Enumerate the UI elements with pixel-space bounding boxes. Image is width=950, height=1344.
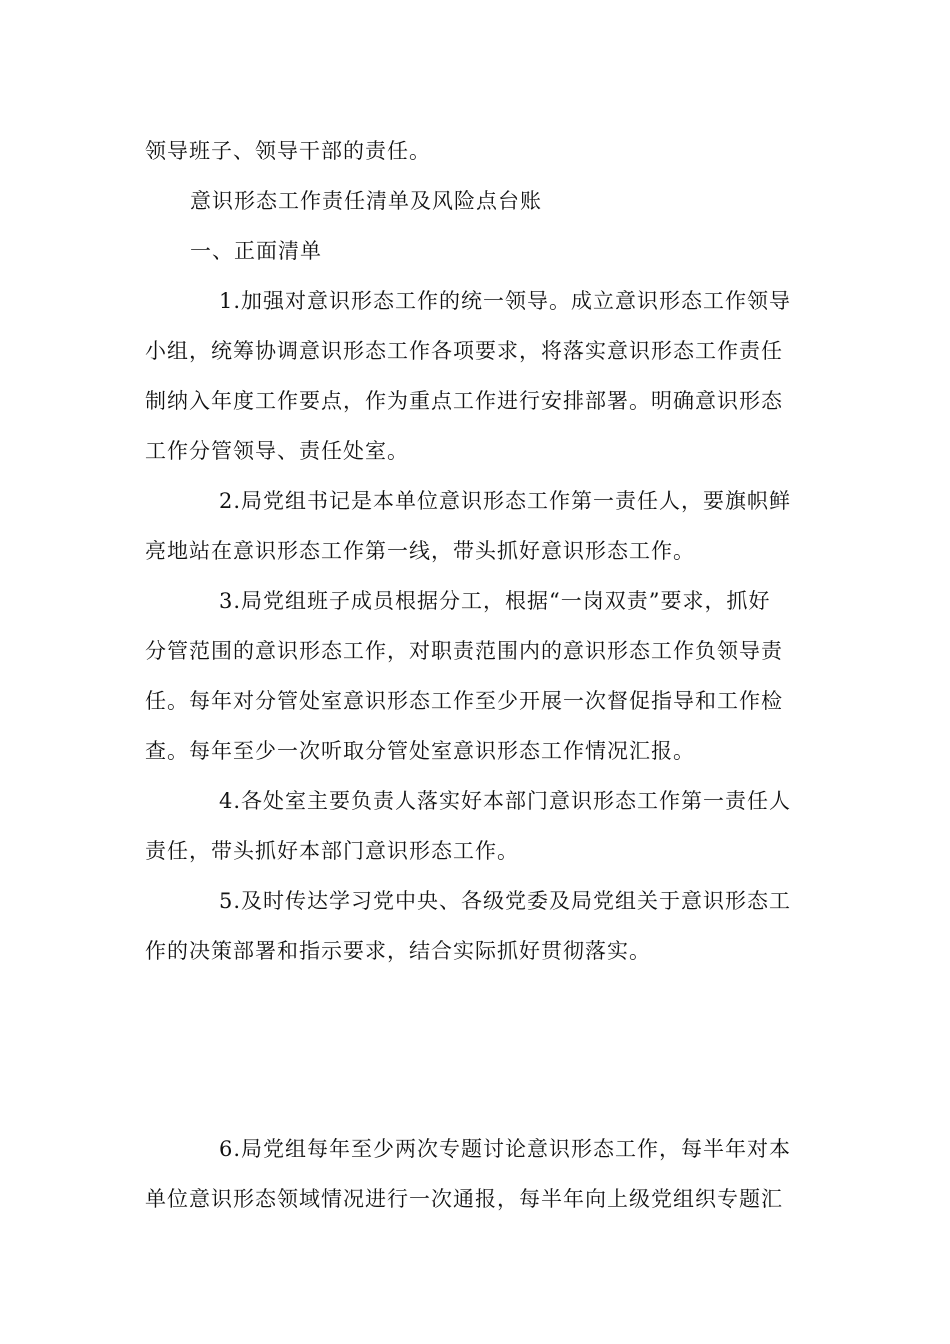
item-3-line-3: 任。每年对分管处室意识形态工作至少开展一次督促指导和工作检 xyxy=(145,689,783,713)
item-1-line-4: 工作分管领导、责任处室。 xyxy=(145,439,409,463)
item-4-line-1: 4.各处室主要负责人落实好本部门意识形态工作第一责任人 xyxy=(219,789,792,813)
item-1-line-3: 制纳入年度工作要点，作为重点工作进行安排部署。明确意识形态 xyxy=(145,389,783,413)
item-4-line-2: 责任，带头抓好本部门意识形态工作。 xyxy=(145,839,519,863)
item-1-line-2: 小组，统筹协调意识形态工作各项要求，将落实意识形态工作责任 xyxy=(145,339,783,363)
item-2-line-1: 2.局党组书记是本单位意识形态工作第一责任人，要旗帜鲜 xyxy=(219,489,792,513)
item-3-line-2: 分管范围的意识形态工作，对职责范围内的意识形态工作负领导责 xyxy=(145,639,783,663)
item-5-line-1: 5.及时传达学习党中央、各级党委及局党组关于意识形态工 xyxy=(219,889,792,913)
item-3-line-4: 查。每年至少一次听取分管处室意识形态工作情况汇报。 xyxy=(145,739,695,763)
item-1-line-1: 1.加强对意识形态工作的统一领导。成立意识形态工作领导 xyxy=(219,289,792,313)
item-6-line-2: 单位意识形态领域情况进行一次通报，每半年向上级党组织专题汇 xyxy=(145,1187,783,1211)
subsection-heading: 一、正面清单 xyxy=(190,239,322,263)
item-6-line-1: 6.局党组每年至少两次专题讨论意识形态工作，每半年对本 xyxy=(219,1137,792,1161)
continuation-line: 领导班子、领导干部的责任。 xyxy=(145,139,431,163)
section-title: 意识形态工作责任清单及风险点台账 xyxy=(190,189,542,213)
item-5-line-2: 作的决策部署和指示要求，结合实际抓好贯彻落实。 xyxy=(145,939,651,963)
item-3-line-1: 3.局党组班子成员根据分工，根据“一岗双责”要求，抓好 xyxy=(219,589,771,613)
item-2-line-2: 亮地站在意识形态工作第一线，带头抓好意识形态工作。 xyxy=(145,539,695,563)
